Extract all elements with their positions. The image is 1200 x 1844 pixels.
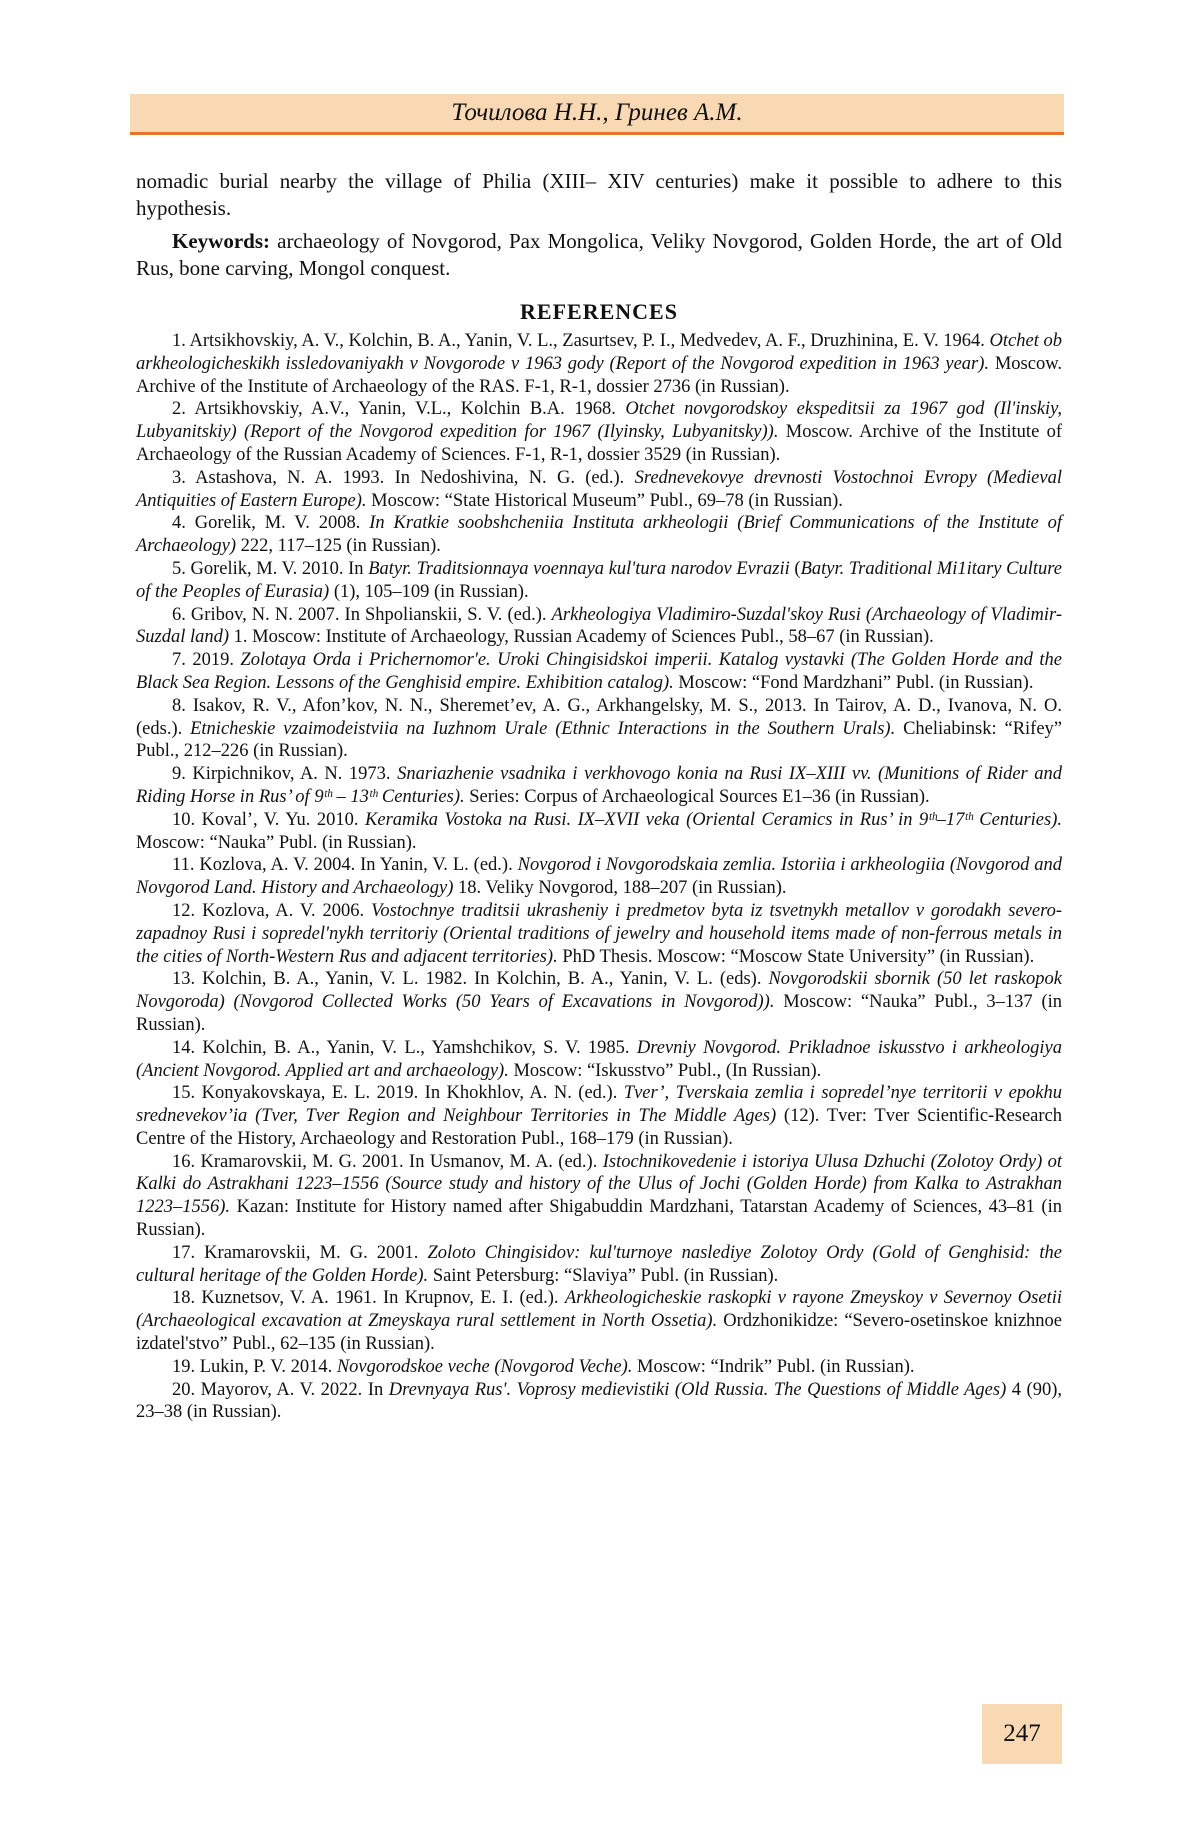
reference-title: Novgorodskoe veche (Novgorod Veche). (336, 1356, 633, 1377)
reference-title: Etnicheskie vzaimodeistviia na Iuzhnom Urale (Ethnic Interactions in the Southern Urals). (190, 718, 896, 739)
reference-text: 7. 2019. (172, 650, 241, 671)
reference-text: 10. Koval’, V. Yu. 2010. (172, 809, 366, 830)
reference-text: Moscow. Archive of the Institute of Archaeology of the RAS. F-1, R-1, dossier 2736 (in Russian). (136, 353, 1062, 397)
page-number-box (982, 1704, 1062, 1764)
reference-item (136, 467, 1062, 513)
reference-text: 2. Artsikhovskiy, A.V., Yanin, V.L., Kolchin B.A. 1968. (172, 399, 626, 420)
reference-item (136, 1242, 1062, 1288)
page-content (136, 168, 1062, 1424)
reference-item (136, 649, 1062, 695)
reference-item (136, 763, 1062, 809)
reference-item (136, 1151, 1062, 1242)
reference-text: 18. Kuznetsov, V. A. 1961. In Krupnov, E. I. (ed.). (172, 1288, 565, 1309)
reference-title: Istochnikovedenie i istoriya Ulusa Dzhuchi (Zolotoy Ordy) ot Kalki do Astrakhani 1223–1556 (Source study and history of the Ulus of Jochi (Golden Horde) from Kalka to Astrakhan 1223–1556). (136, 1151, 1062, 1218)
reference-item (136, 1037, 1062, 1083)
reference-item (136, 1356, 1062, 1379)
reference-text: 4. Gorelik, M. V. 2008. (172, 513, 370, 534)
reference-text: (12). Tver: Tver Scientific-Research Centre of the History, Archaeology and Restoration Publ., 168–179 (in Russian). (136, 1106, 1062, 1149)
reference-title: Srednevekovye drevnosti Vostochnoi Evropy (Medieval Antiquities of Eastern Europe). (136, 467, 1062, 511)
reference-text: 9. Kirpichnikov, A. N. 1973. (172, 764, 398, 785)
reference-title: Arkheologicheskie raskopki v rayone Zmeyskoy v Severnoy Osetii (Archaeological excavation at Zmeyskaya rural settlement in North Ossetia). (136, 1288, 1062, 1332)
reference-item (136, 1082, 1062, 1150)
reference-item (136, 854, 1062, 900)
reference-text: 5. Gorelik, M. V. 2010. In (172, 558, 369, 579)
reference-text: 4 (90), 23–38 (in Russian). (136, 1379, 1063, 1423)
reference-text: Moscow: “Nauka” Publ. (in Russian). (136, 832, 417, 853)
header-authors: Точилова Н.Н., Гринев А.М. (451, 99, 743, 126)
reference-title: Otchet ob arkheologicheskikh issledovaniyakh v Novgorode v 1963 gody (Report of the Novgorod expedition in 1963 year). (136, 331, 1063, 374)
reference-text: Moscow. Archive of the Institute of Archaeology of the Russian Academy of Sciences. F-1, R-1, dossier 3529 (in Russian). (136, 422, 1062, 465)
reference-text: Ordzhonikidze: “Severo-osetinskoe knizhnoe izdatel'stvo” Publ., 62–135 (in Russian). (136, 1311, 1062, 1355)
reference-title: Novgorodskii sbornik (50 let raskopok Novgoroda) (Novgorod Collected Works (50 Years of Excavations in Novgorod)). (136, 969, 1062, 1013)
reference-item (136, 512, 1062, 558)
reference-title: Batyr. Traditional Mi1itary Culture of the Peoples of Eurasia) (136, 558, 1062, 602)
reference-text: 1. Moscow: Institute of Archaeology, Russian Academy of Sciences Publ., 58–67 (in Russian). (229, 627, 934, 648)
reference-title: Tver’, Tverskaia zemlia i sopredel’nye territorii v epokhu srednevekov’ia (Tver, Tver Region and Neighbour Territories in The Middle Ages) (136, 1083, 1062, 1127)
keywords-text: archaeology of Novgorod, Pax Mongolica, Veliky Novgorod, Golden Horde, the art of Old Rus, bone carving, Mongol conquest. (136, 229, 1062, 280)
reference-title: Snariazhenie vsadnika i verkhovogo konia na Rusi IX–XIII vv. (Munitions of Rider and Riding Horse in Rus’ of 9ᵗʰ – 13ᵗʰ Centuries). (136, 764, 1063, 807)
reference-text: 3. Astashova, N. A. 1993. In Nedoshivina, N. G. (ed.). (172, 467, 635, 488)
reference-text: Saint Petersburg: “Slaviya” Publ. (in Russian). (428, 1265, 779, 1286)
reference-text: Series: Corpus of Archaeological Sources E1–36 (in Russian). (464, 786, 930, 807)
reference-item (136, 900, 1062, 968)
reference-title: Drevniy Novgorod. Prikladnoe iskusstvo i arkheologiya (Ancient Novgorod. Applied art and archaeology). (136, 1037, 1062, 1081)
reference-text: Cheliabinsk: “Rifey” Publ., 212–226 (in Russian). (136, 718, 1062, 762)
reference-text: 17. Kramarovskii, M. G. 2001. (172, 1242, 428, 1263)
keywords-paragraph (136, 228, 1062, 282)
page-number: 247 (1003, 1720, 1041, 1747)
reference-item (136, 968, 1062, 1036)
reference-list (136, 330, 1062, 1424)
reference-title: Zolotaya Orda i Prichernomor'e. Uroki Chingisidskoi imperii. Katalog vystavki (The Golden Horde and the Black Sea Region. Lessons of the Genghisid empire. Exhibition catalog). (136, 650, 1062, 693)
reference-text: PhD Thesis. Moscow: “Moscow State University” (in Russian). (557, 946, 1035, 967)
reference-title: Arkheologiya Vladimiro-Suzdal'skoy Rusi (Archaeology of Vladimir-Suzdal land) (136, 604, 1062, 648)
reference-title: Otchet novgorodskoy ekspeditsii za 1967 god (Il'inskiy, Lubyanitskiy) (Report of the Novgorod expedition for 1967 (Ilyinsky, Lubyanitsky)). (136, 399, 1062, 443)
reference-text: 12. Kozlova, A. V. 2006. (172, 900, 372, 921)
keywords-label: Keywords: (172, 229, 270, 253)
reference-text: 13. Kolchin, B. A., Yanin, V. L. 1982. In Kolchin, B. A., Yanin, V. L. (eds). (172, 969, 769, 990)
reference-item (136, 695, 1062, 763)
reference-text: Moscow: “Iskusstvo” Publ., (In Russian). (508, 1060, 822, 1081)
reference-item (136, 398, 1062, 466)
reference-item (136, 1379, 1062, 1425)
abstract-text: nomadic burial nearby the village of Philia (XIII– XIV centuries) make it possible to adhere to this hypothesis. (136, 169, 1062, 220)
reference-text: 1. Artsikhovskiy, A. V., Kolchin, B. A., Yanin, V. L., Zasurtsev, P. I., Medvedev, A. F., Druzhinina, E. V. 1964. (172, 331, 990, 351)
reference-item (136, 1287, 1062, 1355)
reference-title: Novgorod i Novgorodskaia zemlia. Istoriia i arkheologiia (Novgorod and Novgorod Land. History and Archaeology) (136, 855, 1062, 899)
reference-text: 18. Veliky Novgorod, 188–207 (in Russian). (453, 878, 787, 899)
reference-text: 6. Gribov, N. N. 2007. In Shpolianskii, S. V. (ed.). (172, 604, 552, 625)
reference-text: ( (789, 558, 801, 579)
reference-text: Moscow: “Nauka” Publ., 3–137 (in Russian). (136, 992, 1063, 1035)
reference-text: 8. Isakov, R. V., Afon’kov, N. N., Sheremet’ev, A. G., Arkhangelsky, M. S., 2013. In Tairov, A. D., Ivanova, N. O. (eds.). (136, 695, 1062, 739)
reference-text: Kazan: Institute for History named after Shigabuddin Mardzhani, Tatarstan Academy of Sciences, 43–81 (in Russian). (136, 1197, 1062, 1241)
reference-item (136, 558, 1062, 604)
reference-text: Moscow: “Indrik” Publ. (in Russian). (632, 1356, 915, 1377)
reference-text: 11. Kozlova, A. V. 2004. In Yanin, V. L. (ed.). (172, 855, 518, 876)
reference-item (136, 809, 1062, 855)
reference-title: Vostochnye traditsii ukrasheniy i predmetov byta iz tsvetnykh metallov v gorodakh severo-zapadnoy Rusi i sopredel'nykh territoriy (Oriental traditions of jewelry and household items made of non-ferrous metals in the cities of North-Western Rus and adjacent territories). (136, 900, 1062, 967)
reference-text: (1), 105–109 (in Russian). (329, 581, 529, 602)
reference-text: 19. Lukin, P. V. 2014. (172, 1356, 337, 1377)
references-heading: REFERENCES (520, 299, 678, 324)
reference-text: Moscow: “Fond Mardzhani” Publ. (in Russian). (673, 672, 1034, 693)
reference-text: 222, 117–125 (in Russian). (236, 536, 441, 557)
reference-title: Keramika Vostoka na Rusi. IX–XVII veka (Oriental Ceramics in Rus’ in 9ᵗʰ–17ᵗʰ Centuries). (365, 809, 1062, 830)
reference-text: 14. Kolchin, B. A., Yanin, V. L., Yamshchikov, S. V. 1985. (172, 1037, 637, 1058)
reference-text: Moscow: “State Historical Museum” Publ., 69–78 (in Russian). (366, 490, 843, 511)
reference-title: Zoloto Chingisidov: kul'turnoye naslediye Zolotoy Ordy (Gold of Genghisid: the cultural heritage of the Golden Horde). (136, 1242, 1062, 1286)
reference-title: Batyr. Traditsionnaya voennaya kul'tura narodov Evrazii (368, 558, 790, 579)
reference-title: Drevnyaya Rus'. Voprosy medievistiki (Old Russia. The Questions of Middle Ages) (388, 1379, 1007, 1400)
reference-text: 20. Mayorov, A. V. 2022. In (172, 1379, 389, 1400)
reference-item (136, 330, 1062, 398)
running-header (130, 94, 1064, 135)
reference-text: 16. Kramarovskii, M. G. 2001. In Usmanov, M. A. (ed.). (172, 1151, 603, 1172)
reference-title: In Kratkie soobshcheniia Instituta arkheologii (Brief Communications of the Institute of Archaeology) (136, 513, 1062, 557)
reference-item (136, 604, 1062, 650)
reference-text: 15. Konyakovskaya, E. L. 2019. In Khokhlov, A. N. (ed.). (172, 1083, 624, 1104)
